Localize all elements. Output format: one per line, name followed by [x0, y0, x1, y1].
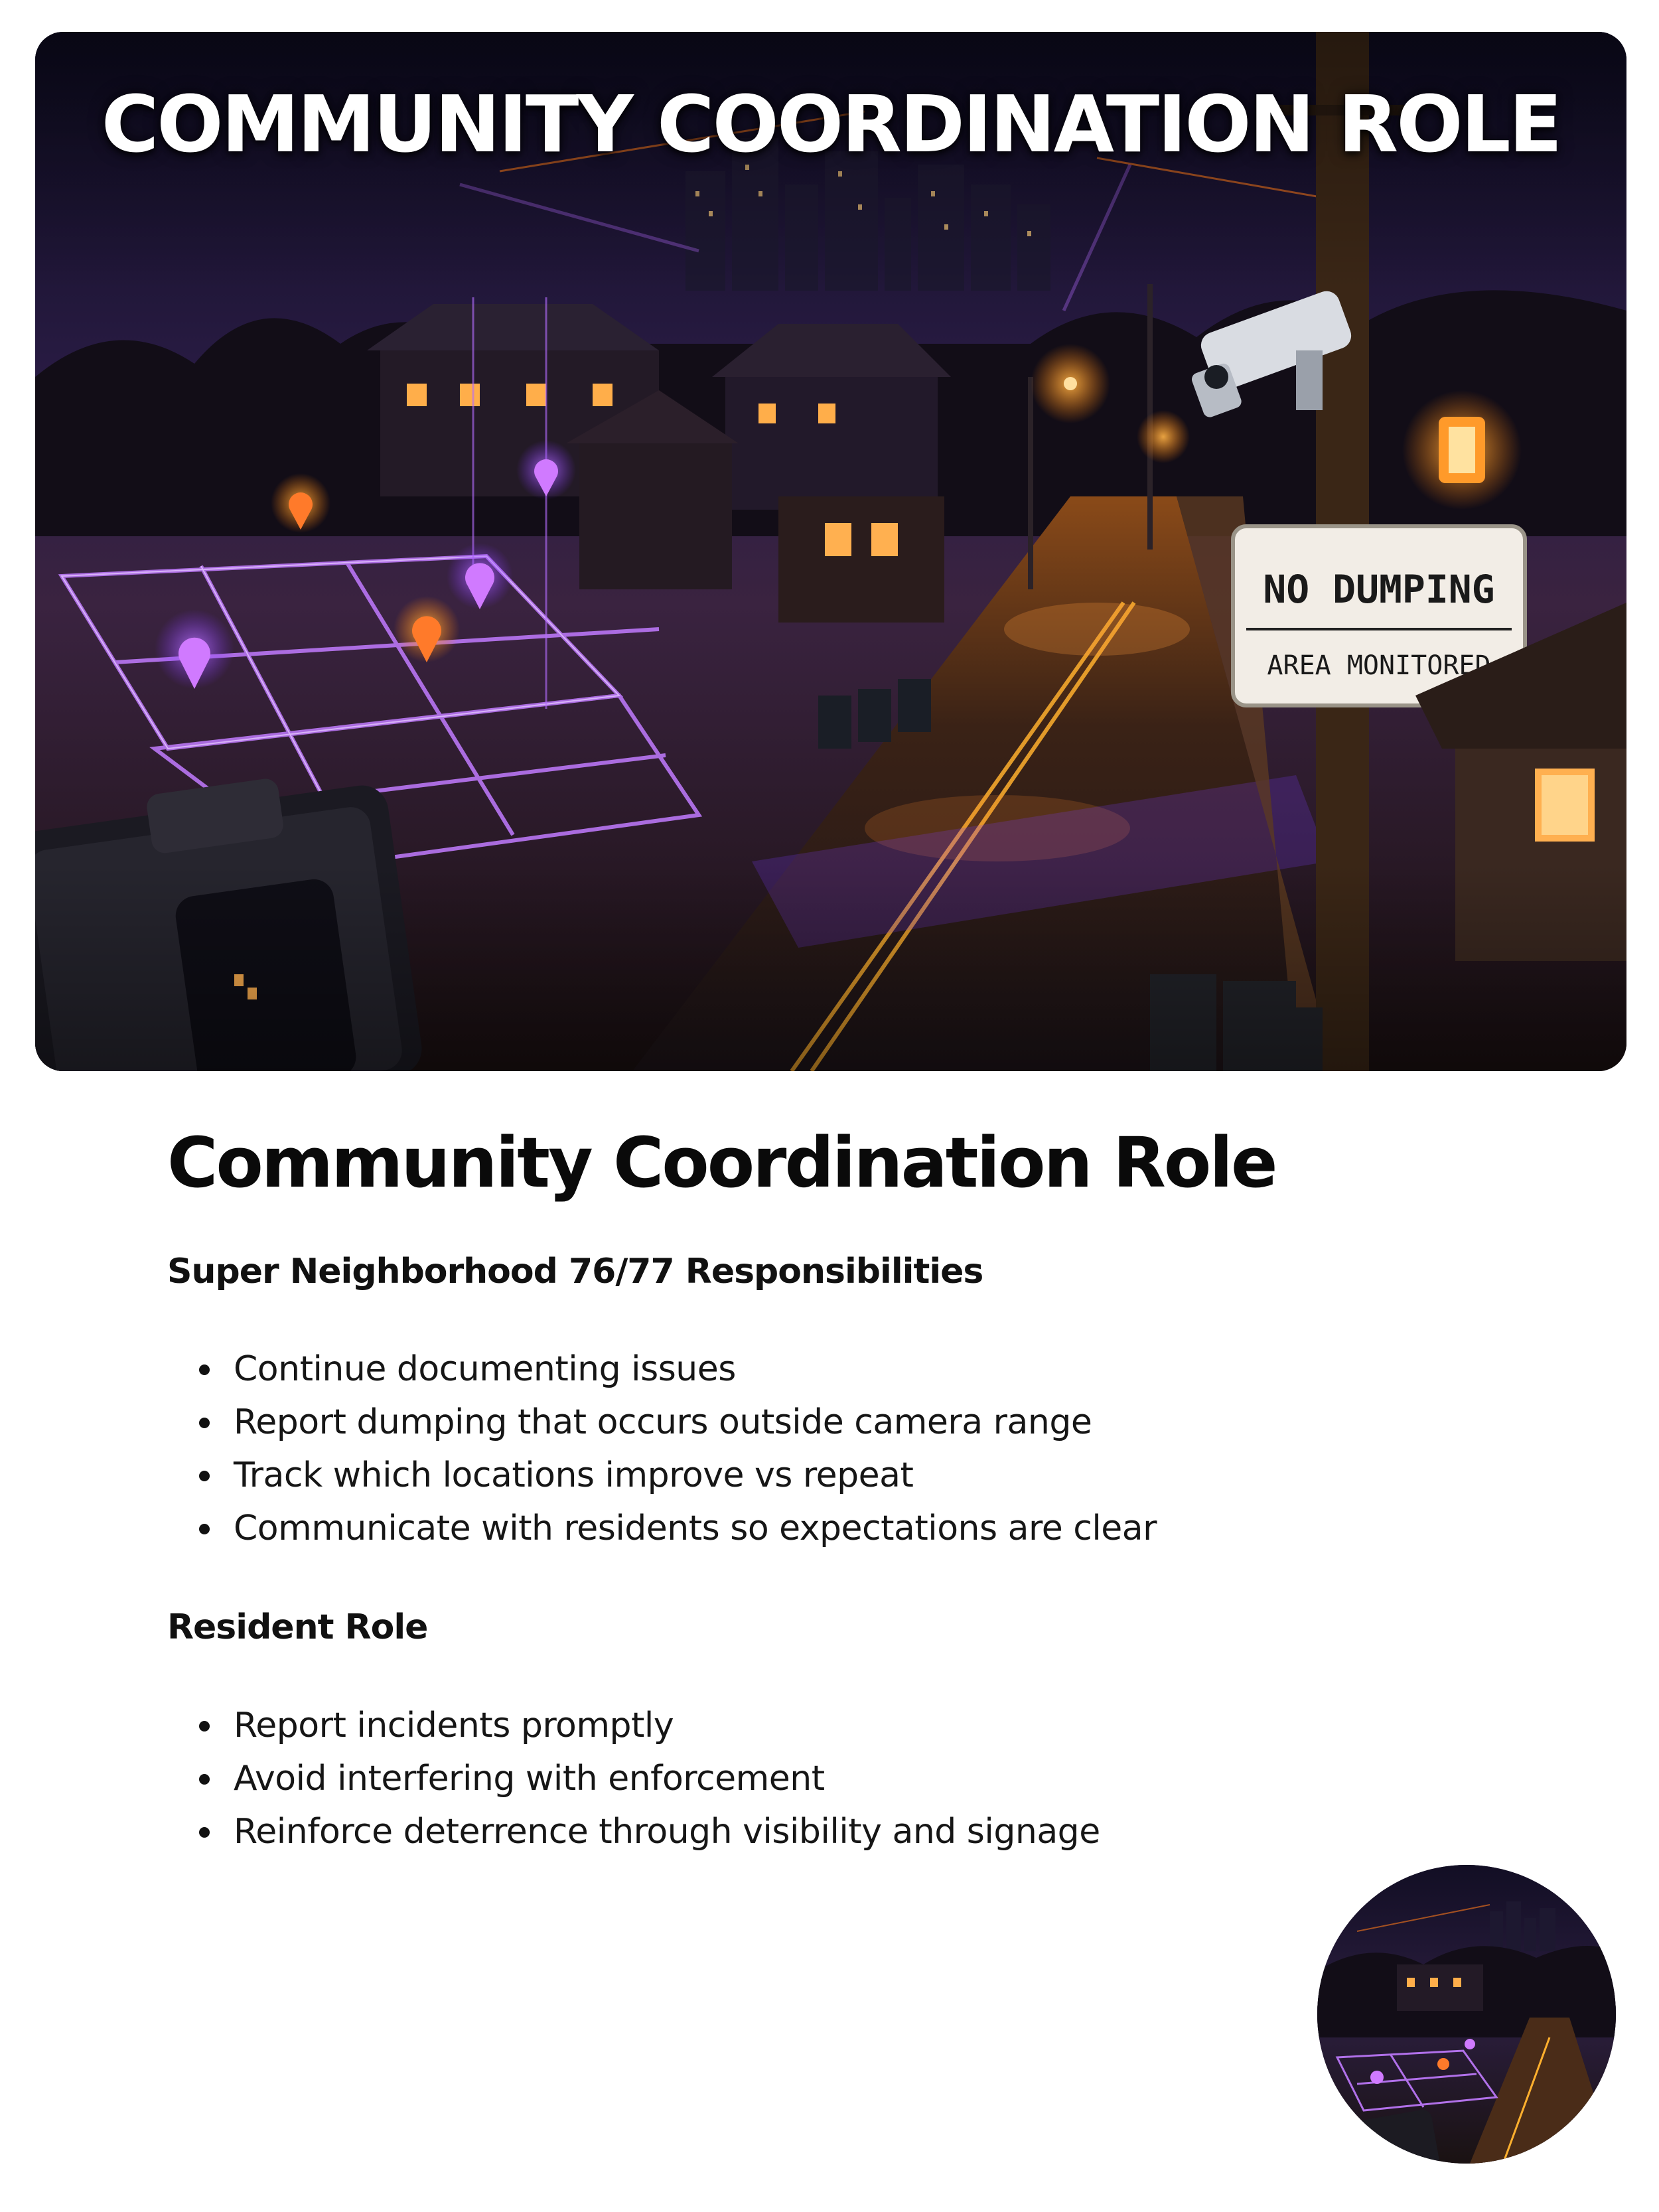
- night-street-scene-illustration: [35, 32, 1626, 1071]
- scene-thumbnail-icon: [1317, 1865, 1616, 2164]
- hero-image: [35, 32, 1626, 1071]
- thumbnail-illustration: [1317, 1865, 1616, 2164]
- list-item: Avoid interfering with enforcement: [167, 1752, 1362, 1805]
- page-title: Community Coordination Role: [167, 1122, 1276, 1203]
- list-item: Continue documenting issues: [167, 1343, 1362, 1396]
- resident-role-list: [167, 1699, 1362, 1858]
- hero-title: COMMUNITY COORDINATION ROLE: [101, 78, 1561, 170]
- list-item: Track which locations improve vs repeat: [167, 1449, 1362, 1502]
- list-item: Report dumping that occurs outside camera range: [167, 1396, 1362, 1449]
- list-item: Communicate with residents so expectations are clear: [167, 1502, 1362, 1555]
- list-item: Report incidents promptly: [167, 1699, 1362, 1752]
- list-item: Reinforce deterrence through visibility and signage: [167, 1805, 1362, 1858]
- section-heading-resident-role: Resident Role: [167, 1607, 428, 1648]
- main-content: [167, 1122, 1362, 1858]
- responsibilities-list: [167, 1343, 1362, 1555]
- section-heading-responsibilities: Super Neighborhood 76/77 Responsibilities: [167, 1251, 983, 1291]
